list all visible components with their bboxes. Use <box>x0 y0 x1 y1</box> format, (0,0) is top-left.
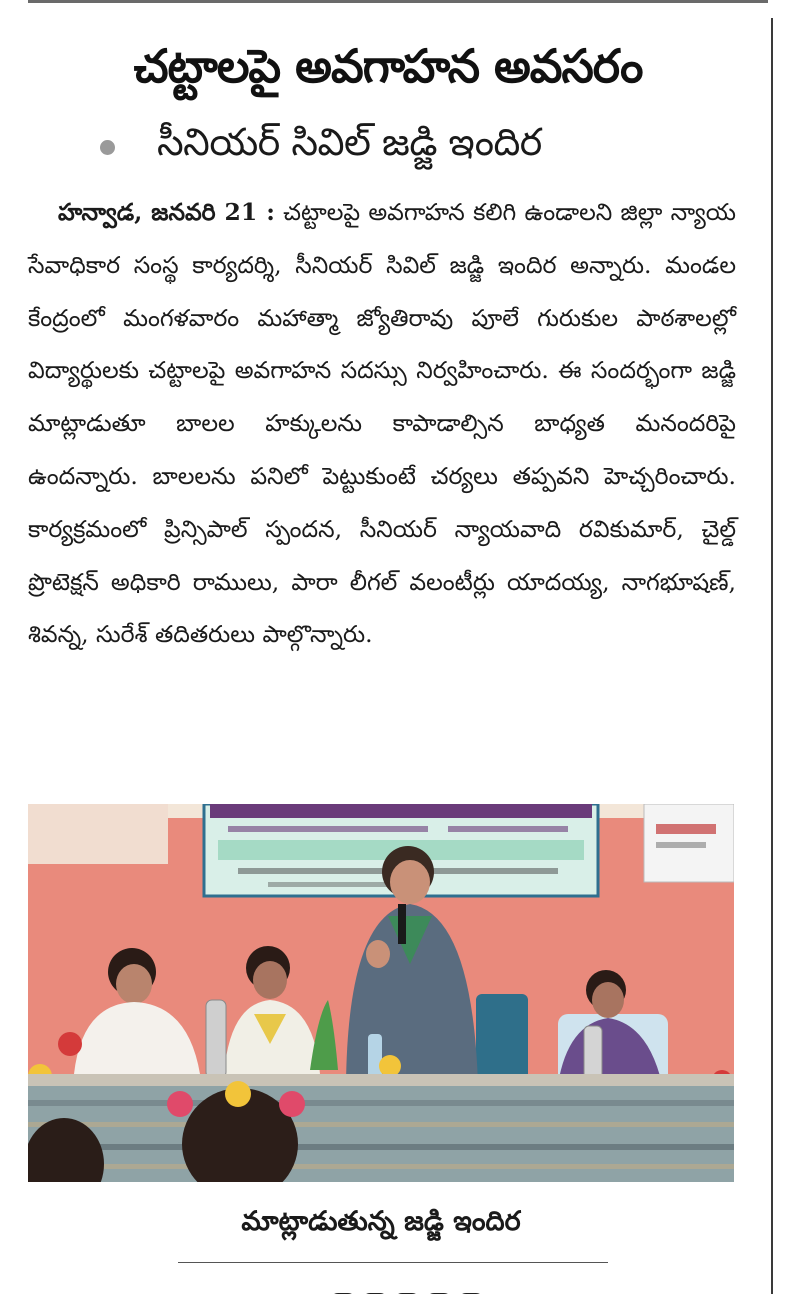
subheadline: సీనియర్ సివిల్ జడ్జి ఇందిర <box>157 120 542 164</box>
table-cloth <box>28 1074 734 1182</box>
photo-caption: మాట్లాడుతున్న జడ్జి ఇందిర <box>241 1206 521 1237</box>
next-article-fragment <box>330 1286 630 1294</box>
bullet-dot-icon <box>100 140 115 155</box>
subheadline-row <box>100 112 542 182</box>
caption-rule <box>178 1262 608 1263</box>
column-rule <box>771 18 773 1294</box>
article-paragraph <box>28 186 736 661</box>
article-photo <box>28 804 734 1182</box>
article-body <box>28 186 736 661</box>
headline: చట్టాలపై అవగాహన అవసరం <box>133 39 643 93</box>
dateline: హన్వాడ, జనవరి 21 : <box>58 198 275 226</box>
article-body-text: చట్టాలపై అవగాహన కలిగి ఉండాలని జిల్లా న్యాయ సేవాధికార సంస్థ కార్యదర్శి, సీనియర్ సివిల్ జడ్జి ఇందిర అన్నారు. మండల కేంద్రంలో మంగళవారం మహాత్మా జ్యోతిరావు పూలే గురుకుల పాఠశాలల్లో విద్యార్థులకు చట్టాలపై అవగాహన సదస్సు నిర్వహించారు. ఈ సందర్భంగా జడ్జి మాట్లాడుతూ బాలల హక్కులను కాపాడాల్సిన బాధ్యత మనందరిపై ఉందన్నారు. బాలలను పనిలో పెట్టుకుంటే చర్యలు తప్పవని హెచ్చరించారు. కార్యక్రమంలో ప్రిన్సిపాల్ స్పందన, సీనియర్ న్యాయవాది రవికుమార్, చైల్డ్ ప్రొటెక్షన్ అధికారి రాములు, పారా లీగల్ వలంటీర్లు యాదయ్య, నాగభూషణ్, శివన్న, సురేశ్ తదితరులు పాల్గొన్నారు. <box>28 198 737 649</box>
